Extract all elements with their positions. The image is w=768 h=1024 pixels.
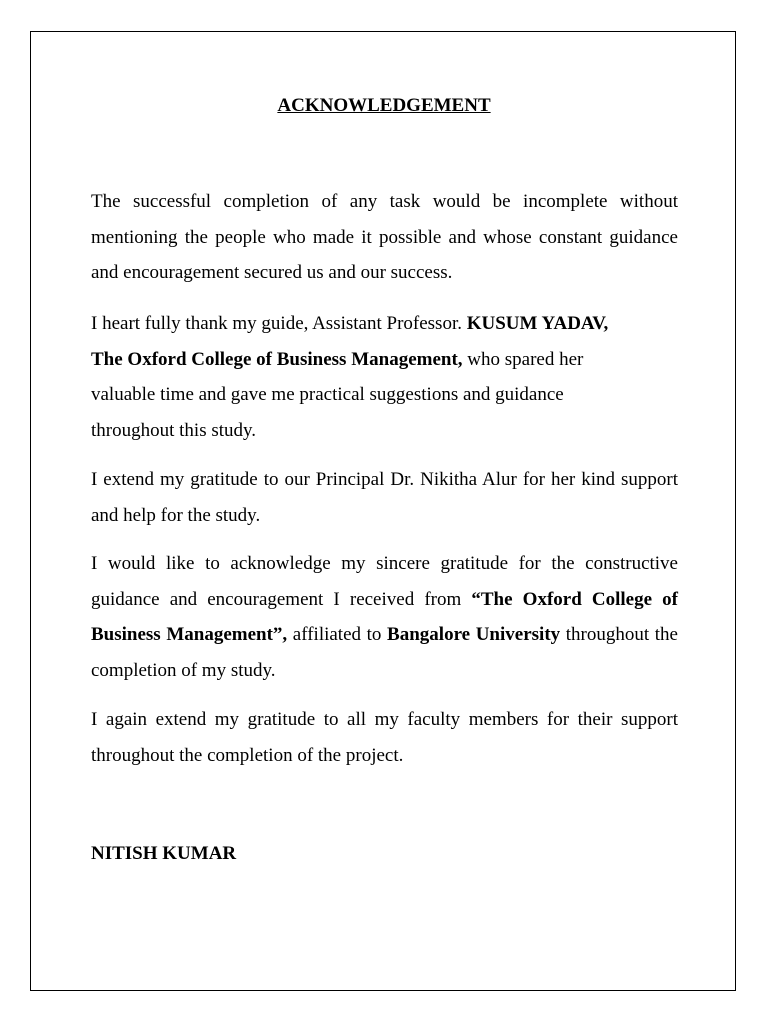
paragraph-guide-line-3: valuable time and gave me practical suggestions and guidance	[91, 384, 564, 405]
paragraph-guide-thanks	[91, 306, 678, 448]
paragraph-faculty: I again extend my gratitude to all my faculty members for their support throughout the completion of the project.	[91, 709, 678, 766]
guide-name: KUSUM YADAV,	[466, 313, 609, 334]
college-text-3: throughout the completion of my study.	[91, 624, 678, 681]
guide-intro-text: I heart fully thank my guide, Assistant Professor.	[91, 313, 467, 334]
paragraph-college	[91, 546, 678, 688]
college-name-quoted: “The Oxford College of Business Management”,	[91, 588, 678, 645]
paragraph-intro: The successful completion of any task would be incomplete without mentioning the people who made it possible and whose constant guidance and encouragement secured us and our success.	[91, 191, 678, 283]
college-text-2: affiliated to	[287, 624, 388, 645]
paragraph-guide-line-4: throughout this study.	[91, 419, 257, 441]
university-name: Bangalore University	[387, 624, 561, 645]
paragraph-principal: I extend my gratitude to our Principal Dr. Nikitha Alur for her kind support and help for the study.	[91, 469, 678, 526]
paragraph-guide-line-2	[91, 342, 678, 378]
signature-name: NITISH KUMAR	[91, 843, 237, 864]
paragraph-guide-line-1	[91, 306, 678, 342]
guide-text-cont: who spared her	[462, 348, 584, 370]
college-name: The Oxford College of Business Management,	[91, 348, 463, 370]
college-text-1: I would like to acknowledge my sincere gratitude for the constructive guidance and encouragement I received from	[91, 553, 678, 610]
page-title: ACKNOWLEDGEMENT	[277, 95, 491, 116]
